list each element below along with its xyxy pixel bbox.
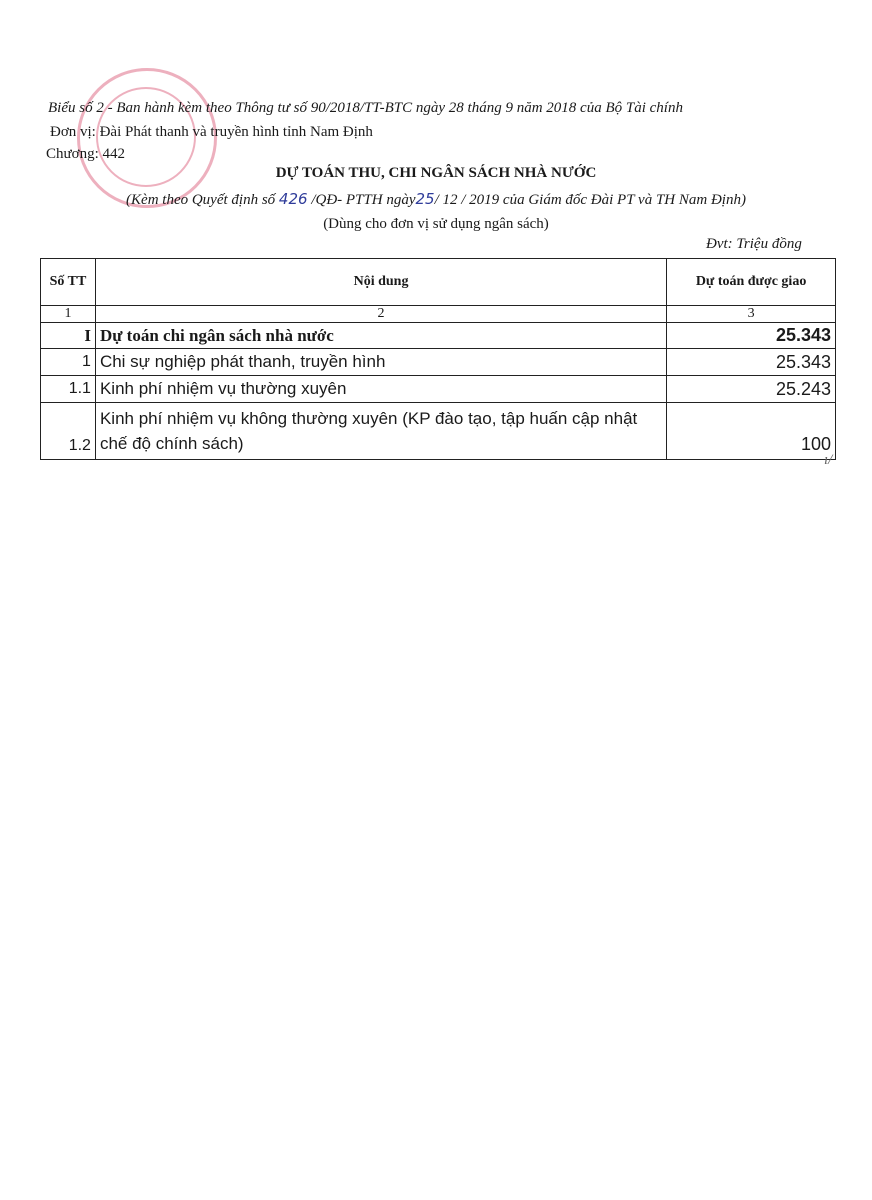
table-header-row xyxy=(41,259,836,306)
document-title: DỰ TOÁN THU, CHI NGÂN SÁCH NHÀ NƯỚC xyxy=(275,165,597,181)
row-value: 100 xyxy=(667,403,836,460)
decision-suffix: / 12 / 2019 của Giám đốc Đài PT và TH Nam Định) xyxy=(434,192,746,208)
decision-number-handwritten: 426 xyxy=(278,190,308,208)
table-row xyxy=(41,349,836,376)
header-no: Số TT xyxy=(41,259,96,306)
header-content: Nội dung xyxy=(95,259,666,306)
table-row xyxy=(41,403,836,460)
table-row xyxy=(41,376,836,403)
unit-of-measure: Đvt: Triệu đồng xyxy=(706,236,802,252)
row-content: Kinh phí nhiệm vụ không thường xuyên (KP đào tạo, tập huấn cập nhật chế độ chính sách) xyxy=(95,403,666,460)
row-number: 1.2 xyxy=(41,403,96,460)
decision-prefix: (Kèm theo Quyết định số xyxy=(126,192,279,208)
handwritten-initial-mark: ı/ xyxy=(824,452,833,468)
row-content: Chi sự nghiệp phát thanh, truyền hình xyxy=(95,349,666,376)
decision-day-handwritten: 25 xyxy=(415,190,435,208)
decision-middle: /QĐ- PTTH ngày xyxy=(307,192,416,208)
row-content: Kinh phí nhiệm vụ thường xuyên xyxy=(95,376,666,403)
row-number: I xyxy=(41,323,96,349)
row-content: Dự toán chi ngân sách nhà nước xyxy=(95,323,666,349)
budget-table xyxy=(40,258,836,460)
row-number: 1.1 xyxy=(41,376,96,403)
chapter-code: Chương: 442 xyxy=(46,146,125,162)
row-value: 25.243 xyxy=(667,376,836,403)
column-index: 3 xyxy=(667,306,836,323)
column-index: 2 xyxy=(95,306,666,323)
form-reference: Biểu số 2 - Ban hành kèm theo Thông tư số 90/2018/TT-BTC ngày 28 tháng 9 năm 2018 của Bộ Tài chính xyxy=(48,100,683,116)
column-index-row xyxy=(41,306,836,323)
usage-scope: (Dùng cho đơn vị sử dụng ngân sách) xyxy=(323,216,549,232)
decision-reference xyxy=(0,190,872,209)
row-value: 25.343 xyxy=(667,349,836,376)
column-index: 1 xyxy=(41,306,96,323)
unit-name: Đơn vị: Đài Phát thanh và truyền hình tỉnh Nam Định xyxy=(50,124,373,140)
row-number: 1 xyxy=(41,349,96,376)
header-allocated: Dự toán được giao xyxy=(667,259,836,306)
row-value: 25.343 xyxy=(667,323,836,349)
table-row xyxy=(41,323,836,349)
